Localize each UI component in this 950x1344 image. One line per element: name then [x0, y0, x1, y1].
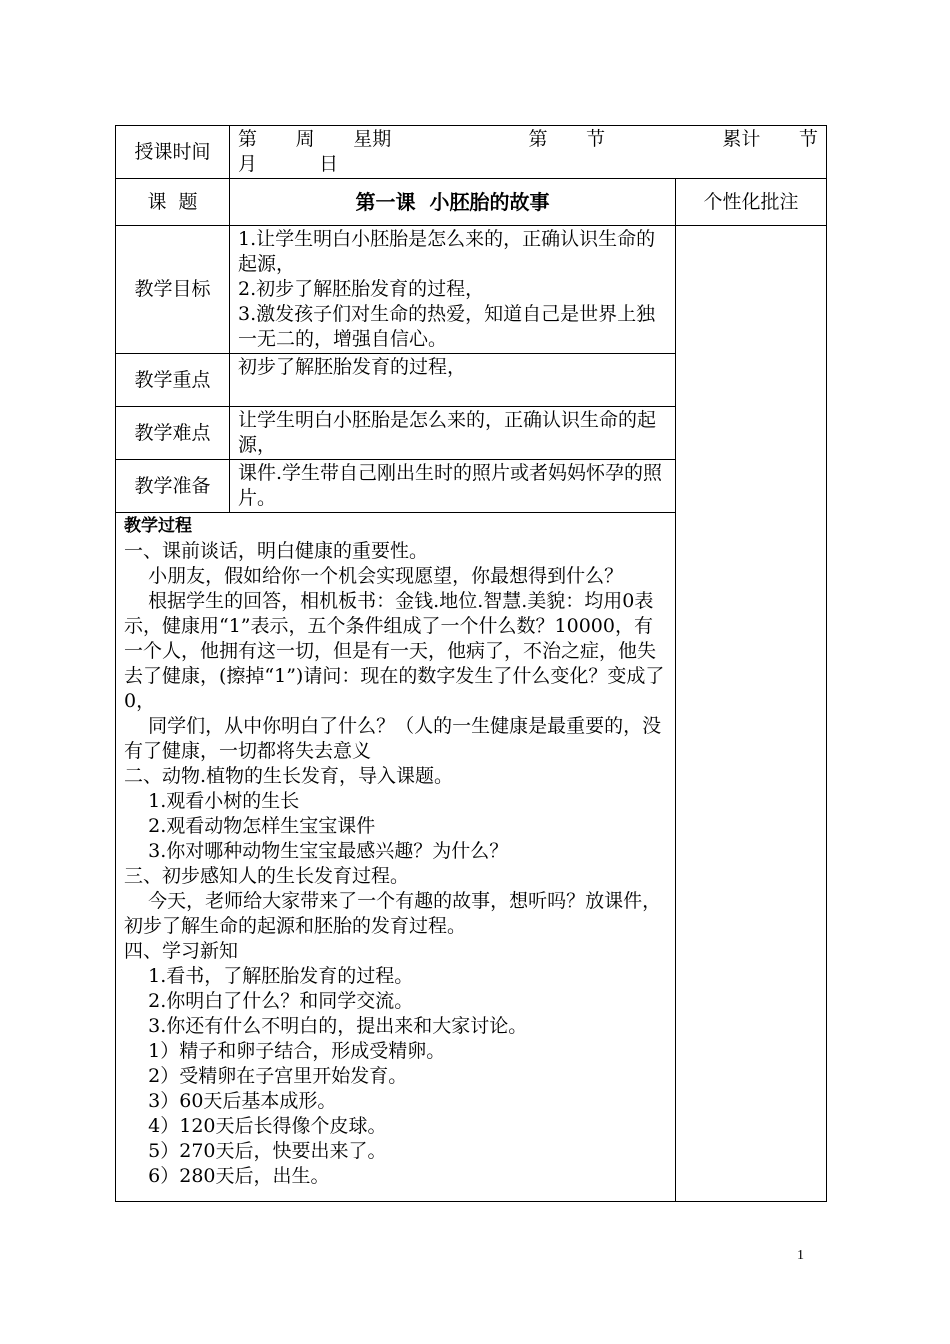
goal-label: 教学目标	[116, 226, 230, 354]
time-week-prefix: 第	[238, 128, 258, 150]
lesson-plan-table	[115, 125, 827, 1202]
process-line: 二、动物.植物的生长发育，导入课题。	[124, 765, 454, 787]
time-value	[230, 126, 827, 179]
process-line: 1.看书，了解胚胎发育的过程。	[124, 965, 414, 987]
time-line-1	[238, 127, 818, 152]
goal-row	[116, 226, 827, 354]
time-total-suffix: 节	[798, 128, 818, 150]
goal-item: 1.让学生明白小胚胎是怎么来的，正确认识生命的起源，	[238, 228, 656, 275]
process-line: 5）270天后，快要出来了。	[124, 1140, 387, 1162]
difficulty-content: 让学生明白小胚胎是怎么来的，正确认识生命的起源，	[230, 407, 676, 460]
process-line: 3.你对哪种动物生宝宝最感兴趣？为什么？	[124, 840, 509, 862]
goal-item: 3.激发孩子们对生命的热爱，知道自己是世界上独一无二的，增强自信心。	[238, 303, 656, 350]
time-period-suffix: 节	[586, 128, 606, 150]
time-period-prefix: 第	[528, 128, 548, 150]
process-line: 三、初步感知人的生长发育过程。	[124, 865, 410, 887]
process-line: 2.观看动物怎样生宝宝课件	[124, 815, 376, 837]
process-line: 一、课前谈话，明白健康的重要性。	[124, 540, 429, 562]
lesson-title: 第一课 小胚胎的故事	[230, 179, 676, 226]
process-title: 教学过程	[124, 516, 192, 536]
process-line: 1）精子和卵子结合，形成受精卵。	[124, 1040, 446, 1062]
time-month: 月	[238, 153, 258, 175]
time-day: 日	[319, 153, 339, 175]
process-content	[116, 513, 676, 1202]
time-label: 授课时间	[116, 126, 230, 179]
process-line: 2）受精卵在子宫里开始发育。	[124, 1065, 408, 1087]
goal-content	[230, 226, 676, 354]
process-line: 同学们，从中你明白了什么？（人的一生健康是最重要的，没有了健康，一切都将失去意义	[124, 715, 662, 762]
prep-label: 教学准备	[116, 460, 230, 513]
process-line: 3）60天后基本成形。	[124, 1090, 337, 1112]
goal-item: 2.初步了解胚胎发育的过程，	[238, 278, 485, 300]
process-line: 2.你明白了什么？和同学交流。	[124, 990, 414, 1012]
process-line: 小朋友，假如给你一个机会实现愿望，你最想得到什么？	[124, 565, 624, 587]
process-line: 今天，老师给大家带来了一个有趣的故事，想听吗？放课件，初步了解生命的起源和胚胎的发育过程。	[124, 890, 662, 937]
remark-column	[676, 226, 827, 1202]
process-line: 4）120天后长得像个皮球。	[124, 1115, 387, 1137]
topic-label: 课 题	[116, 179, 230, 226]
time-weekday: 星期	[353, 128, 392, 150]
remark-label: 个性化批注	[676, 179, 827, 226]
process-line: 四、学习新知	[124, 940, 239, 962]
page-number: 1	[797, 1248, 804, 1263]
topic-row	[116, 179, 827, 226]
process-line: 6）280天后，出生。	[124, 1165, 330, 1187]
time-row	[116, 126, 827, 179]
time-line-2	[238, 152, 818, 177]
prep-content: 课件.学生带自己刚出生时的照片或者妈妈怀孕的照片。	[230, 460, 676, 513]
difficulty-label: 教学难点	[116, 407, 230, 460]
time-week-suffix: 周	[295, 128, 315, 150]
process-line: 根据学生的回答，相机板书：金钱.地位.智慧.美貌：均用0表示，健康用“1”表示，五个条件组成了一个什么数？10000，有一个人，他拥有这一切，但是有一天，他病了，不治之症，他失去了健康，(擦掉“1”)请问：现在的数字发生了什么变化？变成了0，	[124, 590, 665, 712]
process-line: 3.你还有什么不明白的，提出来和大家讨论。	[124, 1015, 528, 1037]
focus-label: 教学重点	[116, 354, 230, 407]
focus-content: 初步了解胚胎发育的过程，	[230, 354, 676, 407]
time-total: 累计	[722, 128, 761, 150]
process-line: 1.观看小树的生长	[124, 790, 300, 812]
